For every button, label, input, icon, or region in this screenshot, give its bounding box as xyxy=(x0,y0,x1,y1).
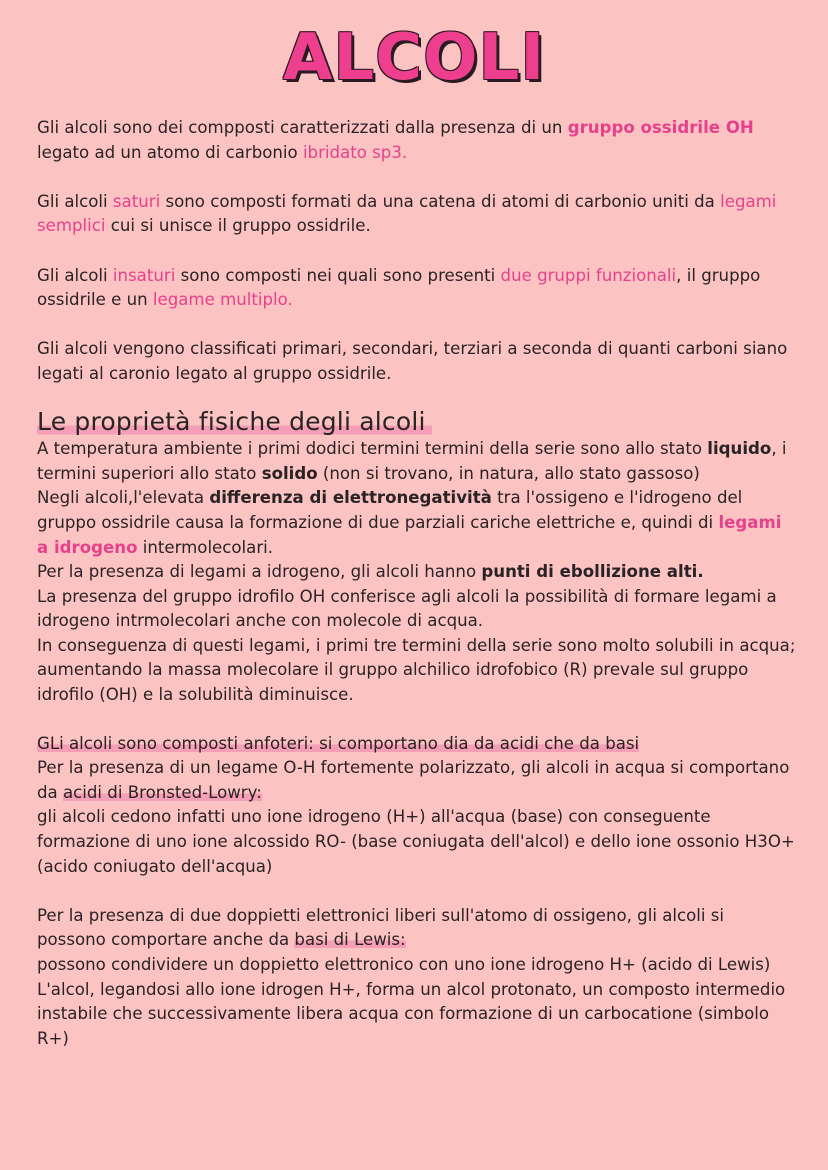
text: Gli alcoli sono dei compposti caratterizzati dalla presenza di un xyxy=(37,118,568,137)
text: A temperatura ambiente i primi dodici termini termini della serie sono allo stato xyxy=(37,439,708,459)
highlight-term: saturi xyxy=(112,191,161,211)
intro-paragraph-4: Gli alcoli vengono classificati primari, secondari, terziari a seconda di quanti carboni siano legati al caronio legato al gruppo ossidrile. xyxy=(37,339,788,383)
section2-line-2: gli alcoli cedono infatti uno ione idrogeno (H+) all'acqua (base) con conseguente formazione di uno ione alcossido RO- (base coniugata dell'alcol) e dello ione ossonio H3O+ (acido coniugato dell'acqua) xyxy=(37,807,795,876)
bold-term: punti di ebollizione alti. xyxy=(481,562,704,582)
text: Gli alcoli xyxy=(37,265,113,285)
content xyxy=(37,116,797,1051)
text: sono composti nei quali sono presenti xyxy=(175,265,501,285)
bold-term: liquido xyxy=(707,439,772,459)
highlight-term: ibridato sp3. xyxy=(302,142,408,162)
section2-line-4: possono condividere un doppietto elettronico con uno ione idrogeno H+ (acido di Lewis) xyxy=(37,955,771,974)
text: , il gruppo ossidrile e un xyxy=(37,265,761,310)
highlight-term: basi di Lewis: xyxy=(294,930,406,950)
section-heading-text: GLi alcoli sono composti anfoteri: si comportano dia da acidi che da basi xyxy=(37,733,640,753)
section1-line-2 xyxy=(37,486,797,560)
section2-line-3 xyxy=(37,904,797,953)
page-title: ALCOLI xyxy=(282,21,546,95)
intro-paragraph-3 xyxy=(37,264,797,313)
text: sono composti formati da una catena di atomi di carbonio uniti da xyxy=(160,191,721,211)
section1-line-3 xyxy=(37,560,797,585)
text: (non si trovano, in natura, allo stato gassoso) xyxy=(317,463,700,483)
text: Per la presenza di due doppietti elettronici liberi sull'atomo di ossigeno, gli alcoli si possono comportare anche da xyxy=(37,905,725,950)
highlight-term: acidi di Bronsted-Lowry: xyxy=(62,782,262,802)
intro-paragraph-1 xyxy=(37,116,797,165)
section-heading-physical-properties: Le proprietà fisiche degli alcoli xyxy=(37,407,432,437)
text: intermolecolari. xyxy=(137,537,274,557)
text: Gli alcoli xyxy=(37,191,113,211)
section1-line-1 xyxy=(37,437,797,486)
text: cui si unisce il gruppo ossidrile. xyxy=(105,216,371,236)
text: legato ad un atomo di carbonio xyxy=(37,142,303,162)
highlight-term: legami semplici xyxy=(37,191,777,236)
section2-line-5: L'alcol, legandosi allo ione idrogen H+, forma un alcol protonato, un composto intermedio instabile che successivamente libera acqua con formazione di un carbocatione (simbolo R+) xyxy=(37,979,786,1048)
bold-term: solido xyxy=(261,463,318,483)
text: tra l'ossigeno e l'idrogeno del gruppo ossidrile causa la formazione di due parziali cariche elettriche e, quindi di xyxy=(37,488,743,532)
section1-line-5: In conseguenza di questi legami, i primi tre termini della serie sono molto solubili in acqua; aumentando la massa molecolare il gruppo alchilico idrofobico (R) prevale sul gruppo idrofilo (OH) e la solubilità diminuisce. xyxy=(37,635,796,705)
highlight-term: insaturi xyxy=(112,265,176,285)
title-wrap xyxy=(0,21,828,95)
highlight-term: gruppo ossidrile OH xyxy=(567,118,754,137)
highlight-term: legame multiplo. xyxy=(152,290,293,310)
intro-paragraph-2 xyxy=(37,190,797,239)
section1-line-4: La presenza del gruppo idrofilo OH conferisce agli alcoli la possibilità di formare legami a idrogeno intrmolecolari anche con molecole di acqua. xyxy=(37,586,777,631)
section-heading-amphoteric xyxy=(37,732,797,757)
highlight-term: legami a idrogeno xyxy=(37,512,782,557)
text: , i termini superiori allo stato xyxy=(37,439,787,483)
section2-line-1 xyxy=(37,756,797,805)
highlight-term: due gruppi funzionali xyxy=(500,265,677,285)
text: Per la presenza di un legame O-H fortemente polarizzato, gli alcoli in acqua si comportano da xyxy=(37,758,790,802)
bold-term: differenza di elettronegatività xyxy=(209,488,492,508)
text: Per la presenza di legami a idrogeno, gli alcoli hanno xyxy=(37,562,482,582)
text: Negli alcoli,l'elevata xyxy=(37,488,210,508)
